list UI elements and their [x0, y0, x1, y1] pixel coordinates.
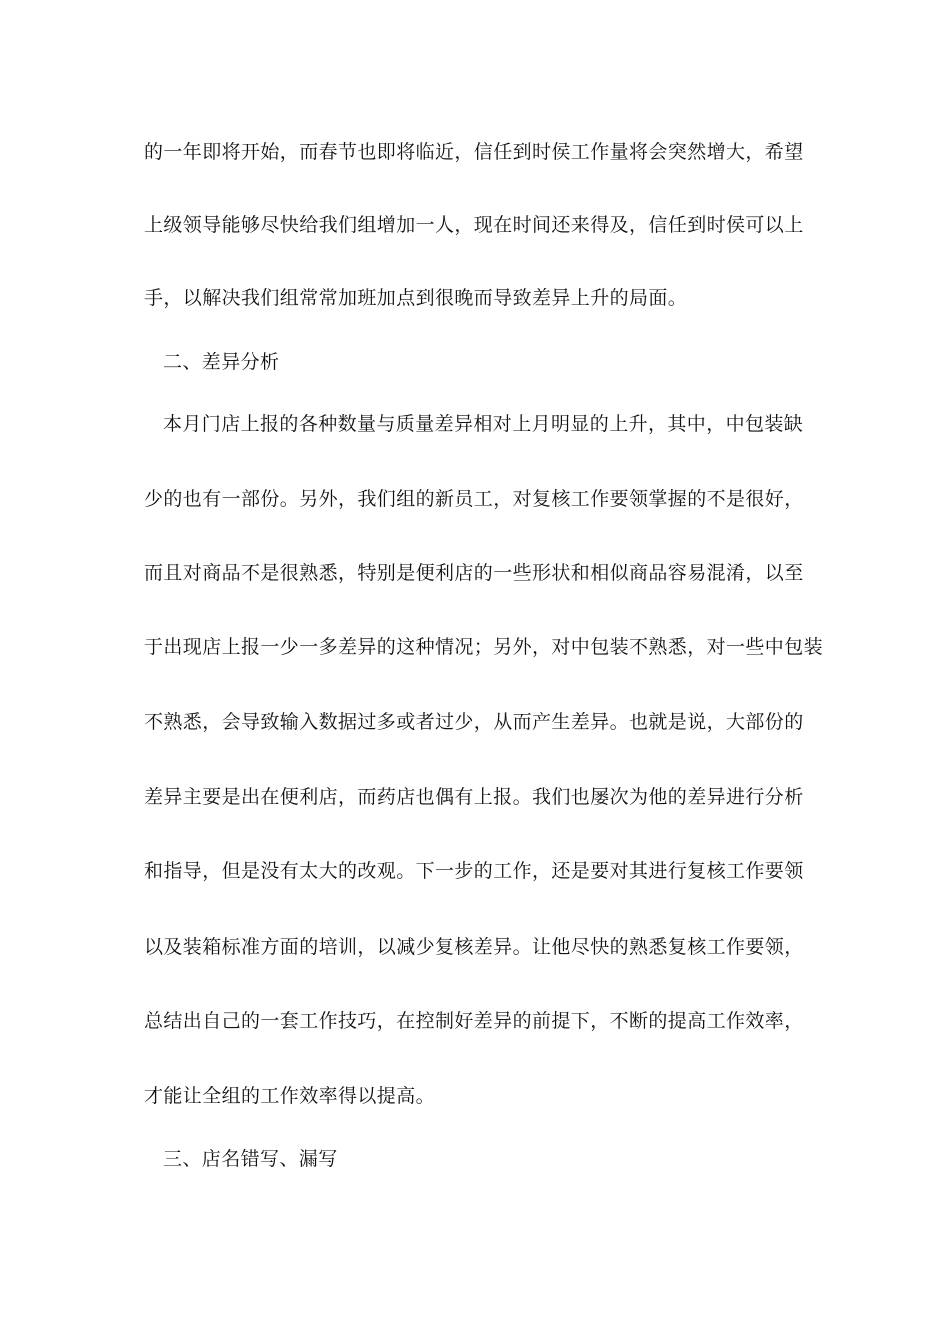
paragraph-line: 和指导，但是没有太大的改观。下一步的工作，还是要对其进行复核工作要领 — [144, 860, 804, 882]
section-heading: 三、店名错写、漏写 — [163, 1148, 338, 1170]
paragraph-line: 以及装箱标准方面的培训，以减少复核差异。让他尽快的熟悉复核工作要领， — [144, 936, 804, 958]
paragraph-line: 差异主要是出在便利店，而药店也偶有上报。我们也屡次为他的差异进行分析 — [144, 786, 804, 808]
paragraph-line: 少的也有一部份。另外，我们组的新员工，对复核工作要领掌握的不是很好， — [144, 488, 804, 510]
paragraph-line: 而且对商品不是很熟悉，特别是便利店的一些形状和相似商品容易混淆，以至 — [144, 562, 804, 584]
paragraph-line: 的一年即将开始，而春节也即将临近，信任到时侯工作量将会突然增大，希望 — [144, 141, 804, 163]
paragraph-line: 不熟悉，会导致输入数据过多或者过少，从而产生差异。也就是说，大部份的 — [144, 711, 804, 733]
paragraph-line: 本月门店上报的各种数量与质量差异相对上月明显的上升，其中，中包装缺 — [163, 413, 804, 435]
paragraph-line: 才能让全组的工作效率得以提高。 — [144, 1085, 436, 1107]
section-heading: 二、差异分析 — [163, 351, 280, 373]
paragraph-line: 上级领导能够尽快给我们组增加一人，现在时间还来得及，信任到时侯可以上 — [144, 214, 804, 236]
paragraph-line: 于出现店上报一少一多差异的这种情况；另外，对中包装不熟悉，对一些中包装 — [144, 636, 824, 658]
paragraph-line: 手，以解决我们组常常加班加点到很晚而导致差异上升的局面。 — [144, 287, 688, 309]
paragraph-line: 总结出自己的一套工作技巧，在控制好差异的前提下，不断的提高工作效率， — [144, 1010, 804, 1032]
